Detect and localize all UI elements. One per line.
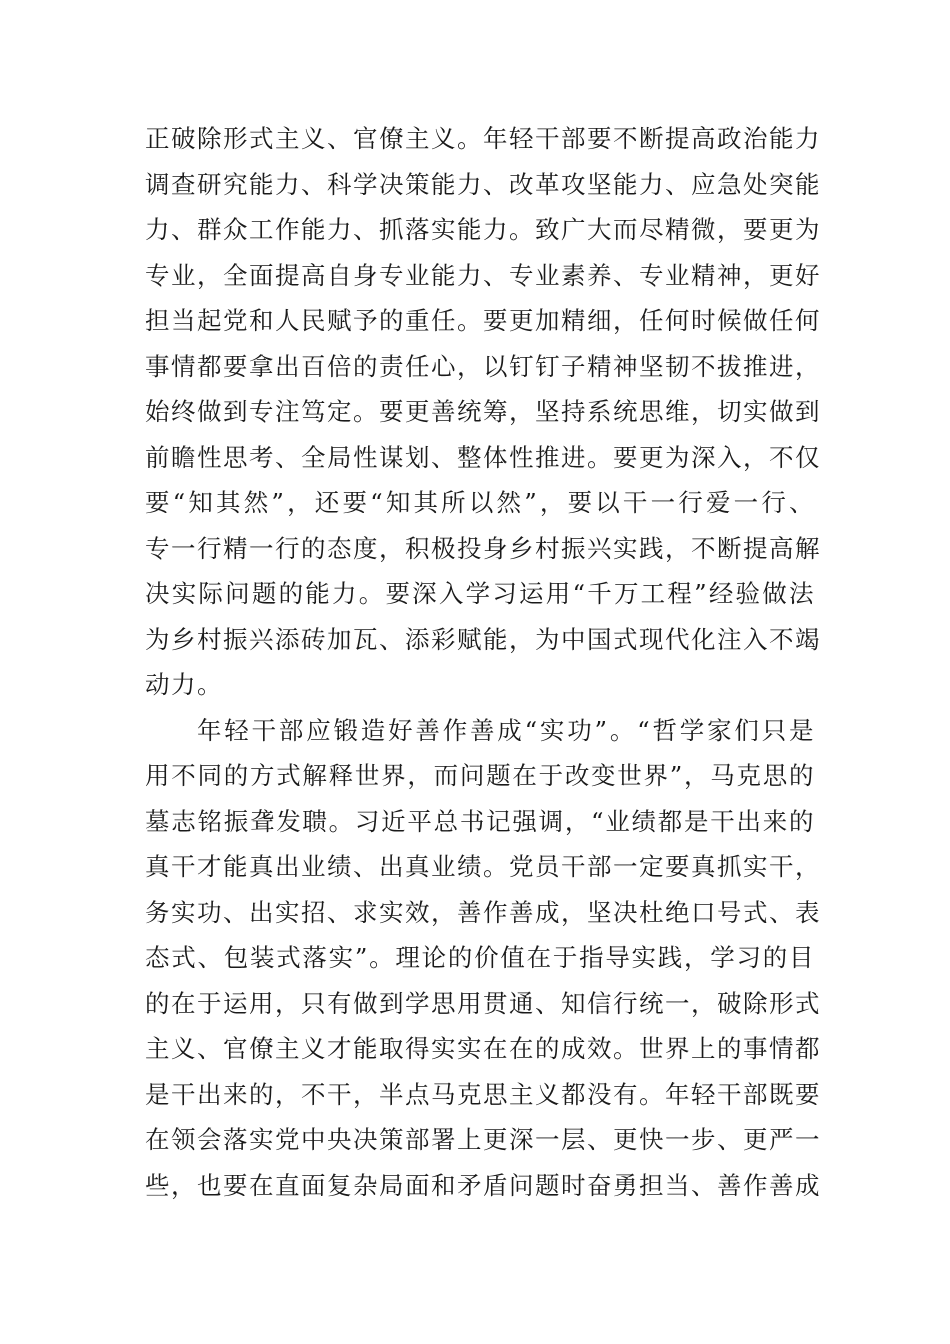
text-line: 些，也要在直面复杂局面和矛盾问题时奋勇担当、善作善成: [145, 1170, 821, 1200]
text-line: 真干才能真出业绩、出真业绩。党员干部一定要真抓实干，: [145, 852, 821, 881]
text-line: 在领会落实党中央决策部署上更深一层、更快一步、更严一: [145, 1125, 821, 1154]
paragraph-1: [145, 116, 821, 708]
text-line: 的在于运用，只有做到学思用贯通、知信行统一，破除形式: [145, 988, 821, 1018]
text-line: 始终做到专注笃定。要更善统筹，坚持系统思维，切实做到: [145, 397, 821, 426]
text-line: 是干出来的，不干，半点马克思主义都没有。年轻干部既要: [145, 1079, 821, 1109]
text-line: 务实功、出实招、求实效，善作善成，坚决杜绝口号式、表: [145, 897, 821, 927]
text-line: 调查研究能力、科学决策能力、改革攻坚能力、应急处突能: [145, 169, 821, 199]
text-line: 主义、官僚主义才能取得实实在在的成效。世界上的事情都: [145, 1034, 821, 1063]
text-line: 动力。: [145, 670, 223, 699]
text-line: 态式、包装式落实”。理论的价值在于指导实践，学习的目: [145, 943, 815, 972]
paragraph-2: [145, 708, 821, 1209]
text-line: 用不同的方式解释世界，而问题在于改变世界”，马克思的: [145, 761, 815, 790]
text-line: 前瞻性思考、全局性谋划、整体性推进。要更为深入，不仅: [145, 442, 821, 472]
text-line: 专业，全面提高自身专业能力、专业素养、专业精神，更好: [145, 260, 821, 290]
text-line: 力、群众工作能力、抓落实能力。致广大而尽精微，要更为: [145, 215, 821, 244]
text-line: 墓志铭振聋发聩。习近平总书记强调，“业绩都是干出来的: [145, 806, 815, 836]
text-line: 事情都要拿出百倍的责任心，以钉钉子精神坚韧不拔推进，: [145, 351, 821, 381]
text-line: 正破除形式主义、官僚主义。年轻干部要不断提高政治能力: [145, 124, 821, 153]
text-line: 专一行精一行的态度，积极投身乡村振兴实践，不断提高解: [145, 533, 821, 563]
text-line: 要“知其然”，还要“知其所以然”，要以干一行爱一行、: [145, 488, 815, 517]
document-body: [145, 116, 821, 1208]
text-line: 为乡村振兴添砖加瓦、添彩赋能，为中国式现代化注入不竭: [145, 624, 821, 654]
text-line: 年轻干部应锻造好善作善成“实功”。“哲学家们只是: [197, 715, 815, 745]
text-line: 担当起党和人民赋予的重任。要更加精细，任何时候做任何: [145, 306, 821, 335]
text-line: 决实际问题的能力。要深入学习运用“千万工程”经验做法: [145, 579, 815, 608]
